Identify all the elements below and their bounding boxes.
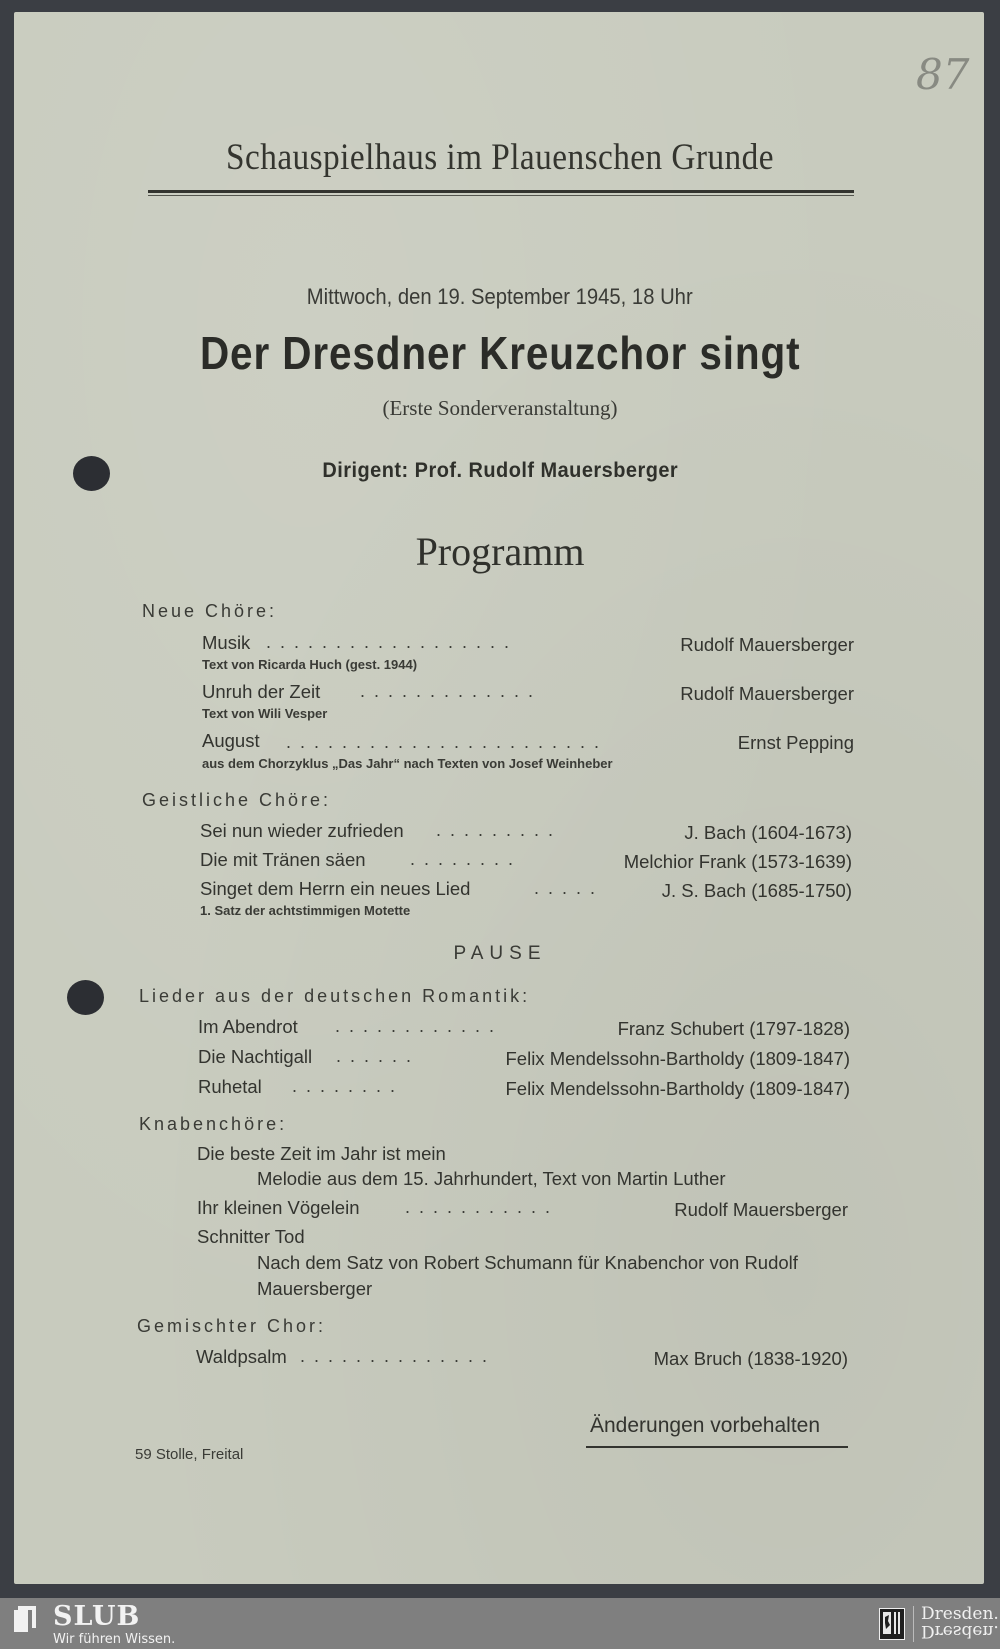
program-item-title: Ihr kleinen Vögelein: [197, 1197, 360, 1218]
section-heading-knabenchoere: Knabenchöre:: [139, 1114, 288, 1134]
footer-divider: [913, 1606, 914, 1642]
program-item-composer: Max Bruch (1838-1920): [653, 1348, 848, 1369]
slub-book-icon: [14, 1606, 36, 1632]
program-item-title: Die beste Zeit im Jahr ist mein: [197, 1143, 446, 1164]
dresden-coat-of-arms-icon: [879, 1608, 905, 1640]
leader-dots: ...........: [405, 1197, 560, 1217]
venue-title: Schauspielhaus im Plauenschen Grunde: [226, 137, 774, 178]
library-footer-bar: [0, 1598, 1000, 1649]
program-item-detail: Nach dem Satz von Robert Schumann für Knabenchor von Rudolf: [257, 1252, 798, 1273]
program-item-title: Die Nachtigall: [198, 1046, 313, 1067]
section-heading-neue-choere: Neue Chöre:: [142, 601, 278, 621]
program-item-composer: Franz Schubert (1797-1828): [617, 1018, 850, 1039]
program-item-title: Waldpsalm: [196, 1346, 287, 1367]
subtitle: (Erste Sonderveranstaltung): [382, 396, 618, 420]
program-item-composer: Felix Mendelssohn-Bartholdy (1809-1847): [505, 1048, 850, 1069]
main-title: Der Dresdner Kreuzchor singt: [199, 327, 801, 379]
printer-imprint: 59 Stolle, Freital: [135, 1446, 244, 1463]
program-item-note: 1. Satz der achtstimmigen Motette: [200, 903, 411, 918]
program-item-title: Ruhetal: [198, 1076, 262, 1097]
dresden-logo-reflection: Dresden.: [921, 1621, 999, 1641]
leader-dots: .............: [360, 681, 543, 701]
changes-underline: [586, 1446, 848, 1448]
leader-dots: ..............: [300, 1346, 497, 1366]
program-item-title: Die mit Tränen säen: [200, 849, 366, 870]
program-item-title: Schnitter Tod: [197, 1226, 305, 1247]
section-heading-romantik: Lieder aus der deutschen Romantik:: [139, 986, 531, 1006]
conductor-line: Dirigent: Prof. Rudolf Mauersberger: [322, 459, 678, 482]
changes-notice: Änderungen vorbehalten: [590, 1414, 821, 1437]
program-item-detail: Melodie aus dem 15. Jahrhundert, Text von Martin Luther: [257, 1168, 726, 1189]
punch-hole-bottom: [67, 980, 104, 1015]
leader-dots: ........: [292, 1076, 405, 1096]
slub-brand[interactable]: SLUB: [53, 1601, 141, 1632]
program-item-title: Im Abendrot: [198, 1016, 298, 1037]
program-item-title: August: [202, 730, 260, 751]
program-item-note: Text von Ricarda Huch (gest. 1944): [202, 657, 418, 672]
leader-dots: ..................: [266, 632, 519, 652]
program-item-title: Unruh der Zeit: [202, 681, 321, 702]
leader-dots: ............: [335, 1016, 504, 1036]
program-item-composer: Rudolf Mauersberger: [680, 683, 854, 704]
program-item-composer: J. Bach (1604-1673): [684, 822, 852, 843]
date-line: Mittwoch, den 19. September 1945, 18 Uhr: [307, 284, 693, 309]
program-item-detail: Mauersberger: [257, 1278, 373, 1299]
program-item-composer: Melchior Frank (1573-1639): [623, 851, 852, 872]
leader-dots: .........: [436, 820, 563, 840]
title-rule-thin: [148, 195, 854, 196]
title-rule-thick: [148, 190, 854, 193]
program-item-note: Text von Wili Vesper: [202, 706, 328, 721]
handwritten-archive-number: 87: [916, 50, 970, 99]
program-item-title: Singet dem Herrn ein neues Lied: [200, 878, 471, 899]
program-item-composer: Rudolf Mauersberger: [680, 634, 854, 655]
leader-dots: .......................: [286, 732, 609, 752]
punch-hole-top: [73, 456, 110, 491]
program-item-composer: Rudolf Mauersberger: [674, 1199, 848, 1220]
program-item-composer: Felix Mendelssohn-Bartholdy (1809-1847): [505, 1078, 850, 1099]
section-heading-gemischter-chor: Gemischter Chor:: [137, 1316, 327, 1336]
intermission-label: PAUSE: [453, 943, 547, 964]
program-item-title: Musik: [202, 632, 251, 653]
program-item-note: aus dem Chorzyklus „Das Jahr“ nach Texten von Josef Weinheber: [202, 756, 613, 771]
program-item-composer: J. S. Bach (1685-1750): [661, 880, 852, 901]
program-item-composer: Ernst Pepping: [737, 732, 854, 753]
section-heading-geistliche-choere: Geistliche Chöre:: [142, 790, 332, 810]
program-item-title: Sei nun wieder zufrieden: [200, 820, 404, 841]
slub-tagline: Wir führen Wissen.: [53, 1632, 176, 1647]
program-heading: Programm: [415, 529, 585, 574]
leader-dots: .....: [534, 878, 605, 898]
leader-dots: ......: [336, 1046, 421, 1066]
leader-dots: ........: [410, 849, 523, 869]
dresden-logo-text[interactable]: Dresden.: [921, 1604, 999, 1624]
